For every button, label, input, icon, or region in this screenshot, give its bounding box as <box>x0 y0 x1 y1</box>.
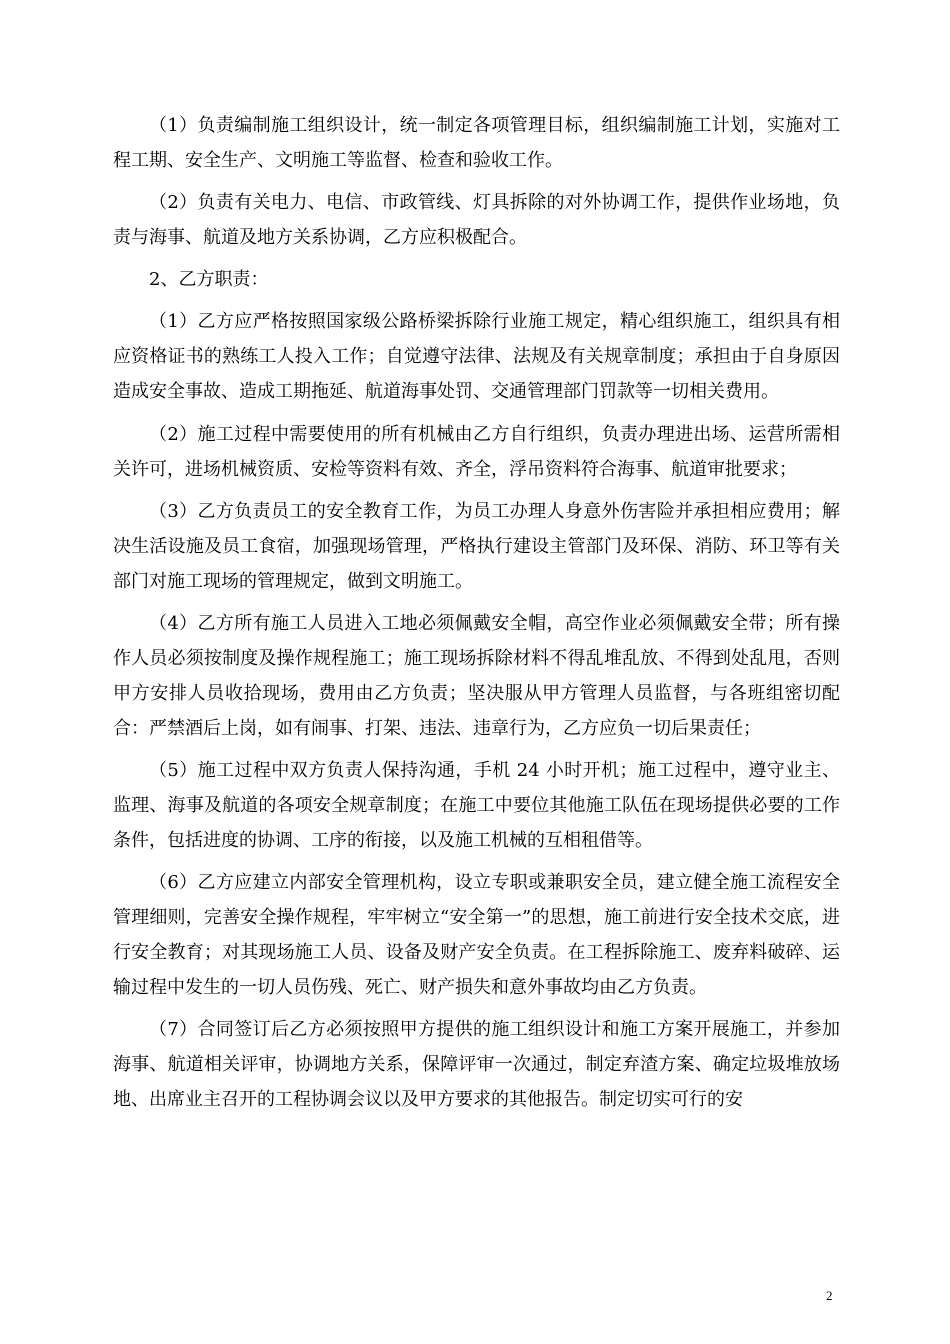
page-number: 2 <box>826 1288 833 1303</box>
paragraph-yi-duty-2: （2）施工过程中需要使用的所有机械由乙方自行组织，负责办理进出场、运营所需相关许可，进场机械资质、安检等资料有效、齐全，浮吊资料符合海事、航道审批要求； <box>113 424 840 480</box>
paragraph-jia-duty-2: （2）负责有关电力、电信、市政管线、灯具拆除的对外协调工作，提供作业场地，负责与海事、航道及地方关系协调，乙方应积极配合。 <box>113 192 840 248</box>
paragraph-yi-duty-3: （3）乙方负责员工的安全教育工作，为员工办理人身意外伤害险并承担相应费用；解决生活设施及员工食宿，加强现场管理，严格执行建设主管部门及环保、消防、环卫等有关部门对施工现场的管理规定，做到文明施工。 <box>113 501 840 592</box>
paragraph-yi-duty-7: （7）合同签订后乙方必须按照甲方提供的施工组织设计和施工方案开展施工，并参加海事、航道相关评审，协调地方关系，保障评审一次通过，制定弃渣方案、确定垃圾堆放场地、出席业主召开的工程协调会议以及甲方要求的其他报告。制定切实可行的安 <box>113 1019 840 1110</box>
section-heading-yi-duties: 2、乙方职责： <box>149 269 269 290</box>
paragraph-jia-duty-1: （1）负责编制施工组织设计，统一制定各项管理目标，组织编制施工计划，实施对工程工期、安全生产、文明施工等监督、检查和验收工作。 <box>113 115 840 171</box>
document-body <box>113 108 840 1124</box>
paragraph-yi-duty-6: （6）乙方应建立内部安全管理机构，设立专职或兼职安全员，建立健全施工流程安全管理细则，完善安全操作规程，牢牢树立“安全第一”的思想，施工前进行安全技术交底，进行安全教育；对其现场施工人员、设备及财产安全负责。在工程拆除施工、废弃料破碎、运输过程中发生的一切人员伤残、死亡、财产损失和意外事故均由乙方负责。 <box>113 872 840 998</box>
paragraph-yi-duty-1: （1）乙方应严格按照国家级公路桥梁拆除行业施工规定，精心组织施工，组织具有相应资格证书的熟练工人投入工作；自觉遵守法律、法规及有关规章制度；承担由于自身原因造成安全事故、造成工期拖延、航道海事处罚、交通管理部门罚款等一切相关费用。 <box>113 311 840 402</box>
paragraph-yi-duty-4: （4）乙方所有施工人员进入工地必须佩戴安全帽，高空作业必须佩戴安全带；所有操作人员必须按制度及操作规程施工；施工现场拆除材料不得乱堆乱放、不得到处乱甩，否则甲方安排人员收拾现场，费用由乙方负责；坚决服从甲方管理人员监督，与各班组密切配合：严禁酒后上岗，如有闹事、打架、违法、违章行为，乙方应负一切后果责任； <box>113 613 840 739</box>
paragraph-yi-duty-5: （5）施工过程中双方负责人保持沟通，手机 24 小时开机；施工过程中，遵守业主、监理、海事及航道的各项安全规章制度；在施工中要位其他施工队伍在现场提供必要的工作条件，包括进度的协调、工序的衔接，以及施工机械的互相租借等。 <box>113 760 840 851</box>
